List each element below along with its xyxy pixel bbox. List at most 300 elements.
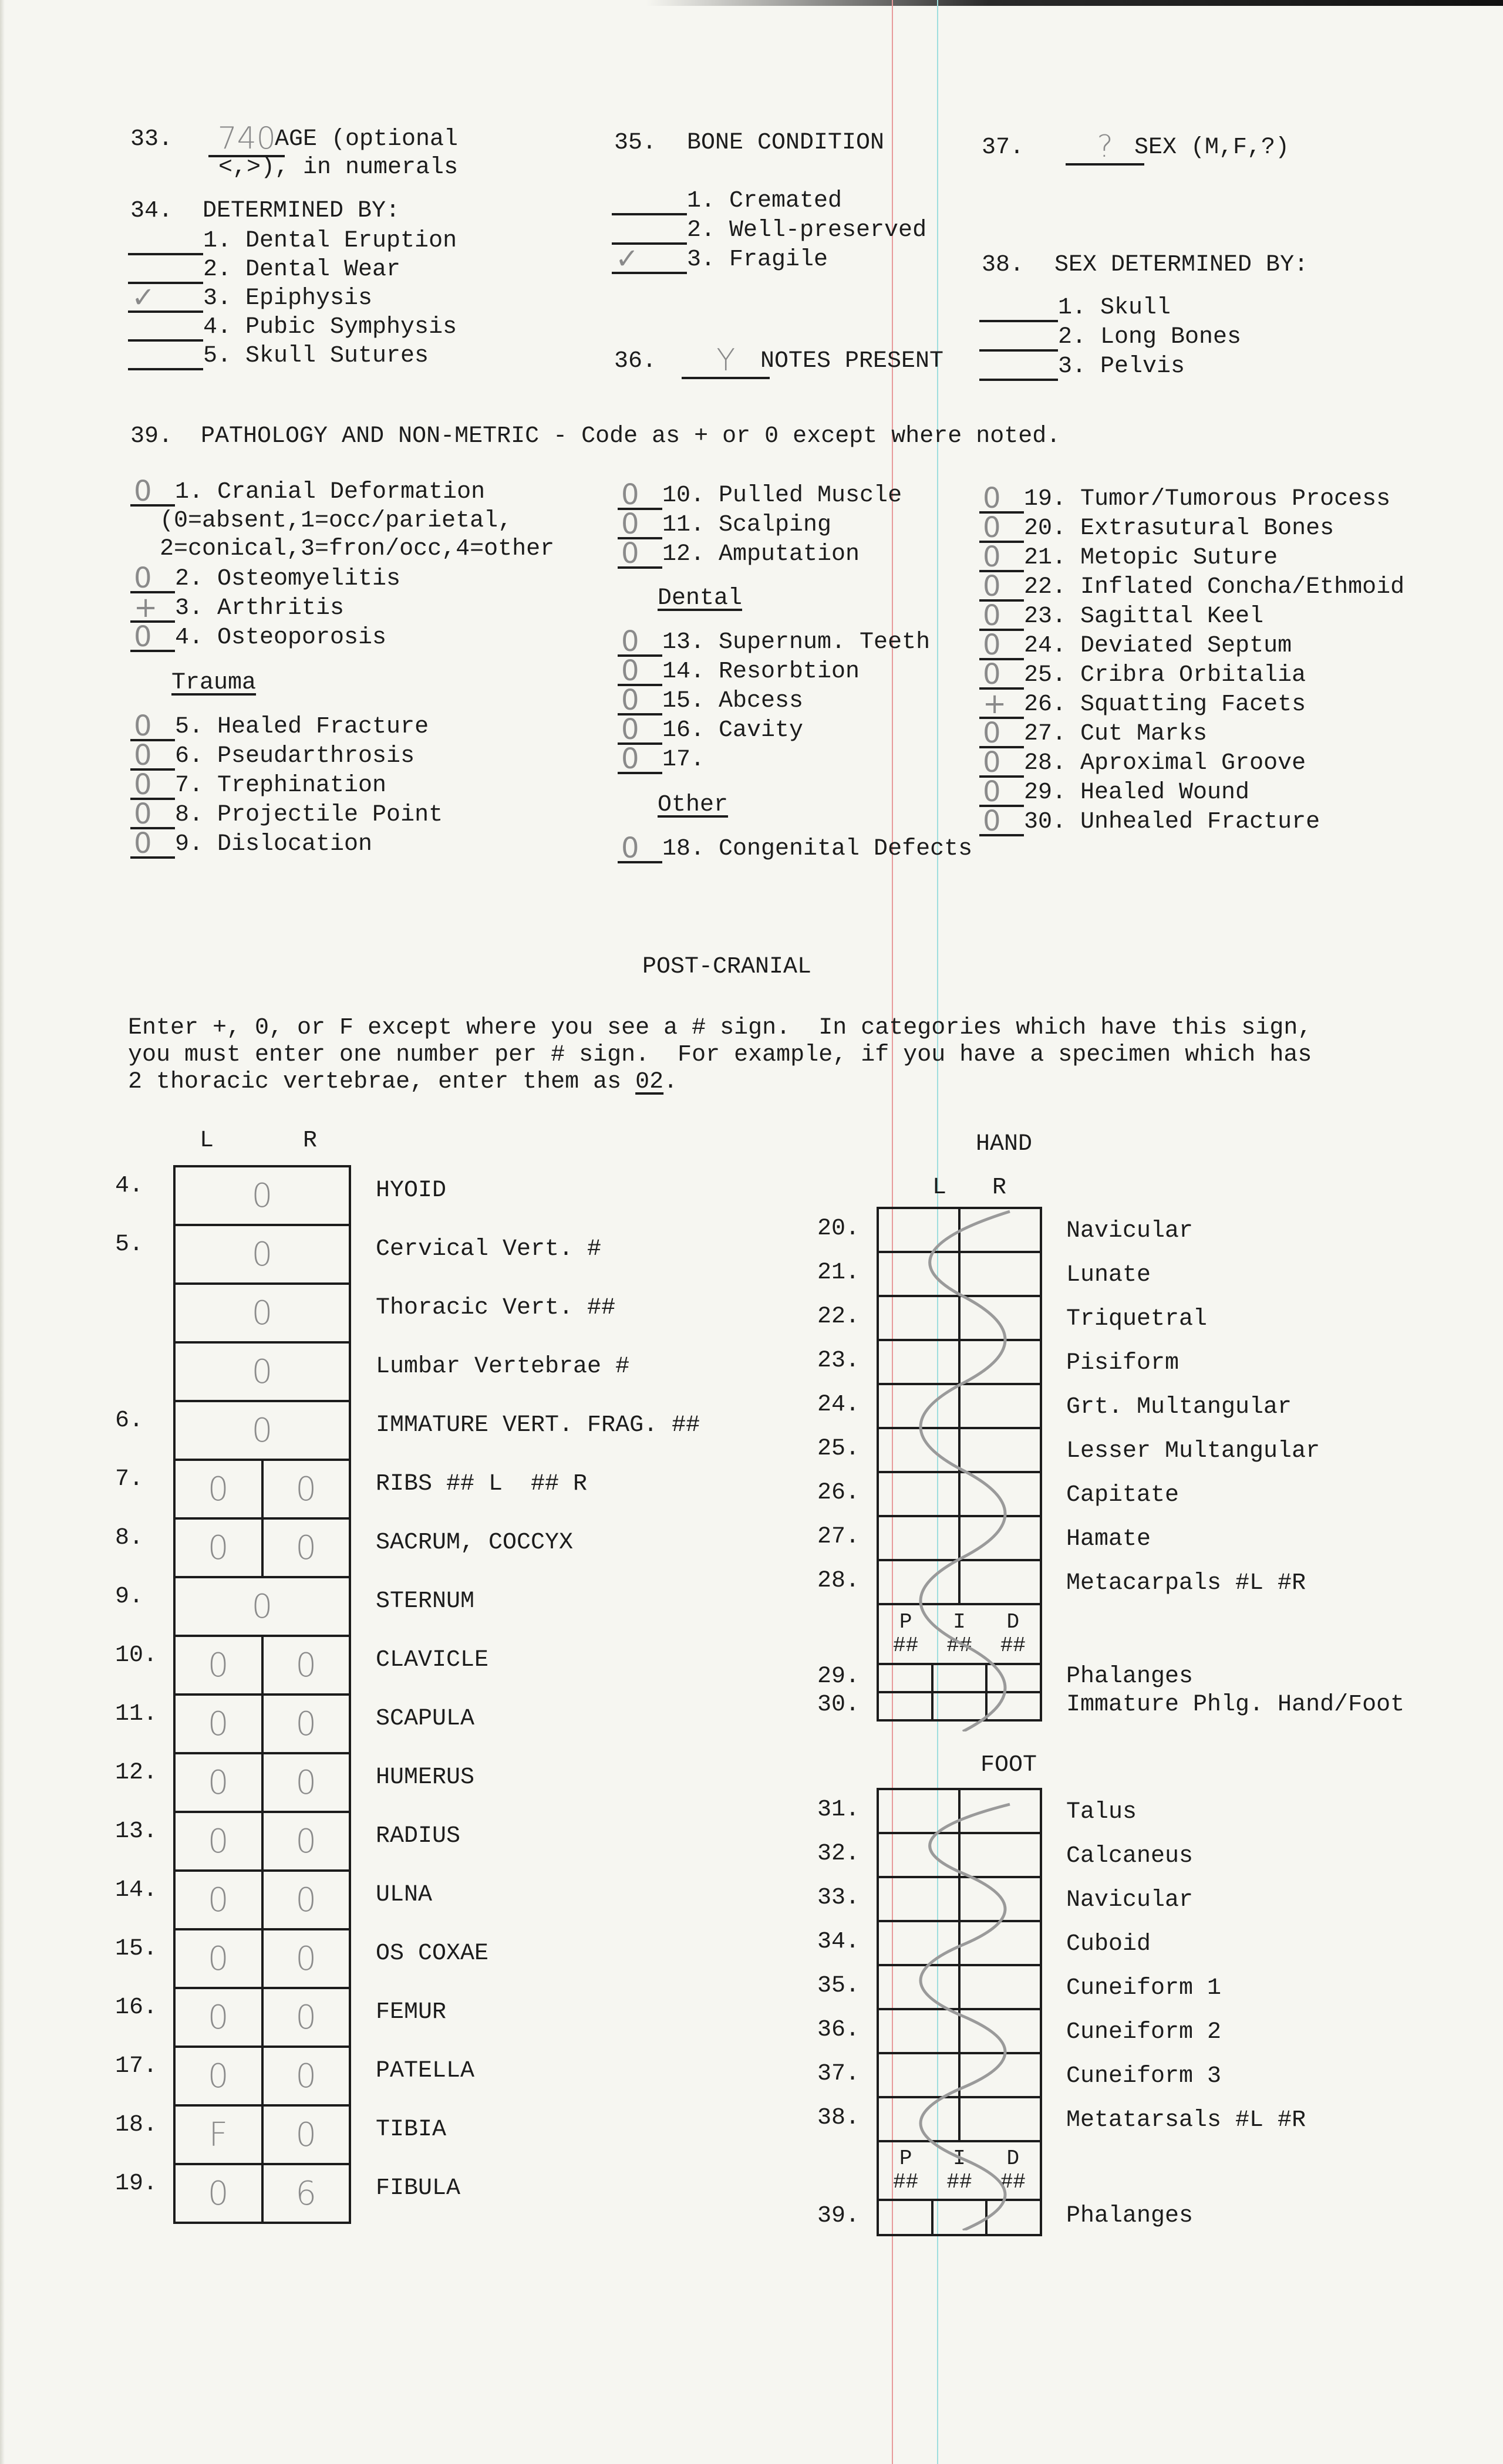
pid-header-row [878, 1604, 1041, 1664]
row-label: RIBS ## L ## R [376, 1471, 588, 1497]
value: 0 [251, 1176, 273, 1215]
q35-option-1-label: 1. Cremated [687, 188, 843, 214]
pathology-18-item [618, 832, 973, 865]
pathology-28-label: 28. Aproximal Groove [1024, 750, 1306, 777]
pathology-24-mark: 0 [983, 629, 1001, 661]
pathology-19-blank[interactable] [979, 482, 1024, 515]
cell-L[interactable] [878, 1428, 959, 1472]
value-R: 0 [295, 1646, 317, 1685]
value: 0 [251, 1294, 273, 1332]
pathology-21-blank[interactable] [979, 541, 1024, 573]
q34-title: DETERMINED BY: [203, 198, 400, 224]
pathology-8-mark: 0 [134, 798, 152, 831]
q35-option-2-item [612, 216, 926, 245]
q33-number: 33. [130, 126, 173, 153]
value-R: 0 [295, 2057, 317, 2095]
pathology-24-blank[interactable] [979, 629, 1024, 661]
cell-L[interactable] [878, 1833, 959, 1877]
row-number: 25. [817, 1436, 860, 1462]
pathology-18-label: 18. Congenital Defects [662, 836, 973, 862]
pathology-2-label: 2. Osteomyelitis [175, 566, 401, 592]
q35-option-3-mark: ✓ [615, 242, 639, 275]
pathology-13-blank[interactable] [618, 625, 662, 658]
row-label: ULNA [376, 1882, 433, 1908]
row-number: 12. [115, 1760, 158, 1786]
value-L: 0 [207, 1822, 229, 1861]
pathology-13-label: 13. Supernum. Teeth [662, 629, 931, 656]
cell-L[interactable] [174, 1929, 262, 1988]
cell-R[interactable] [959, 1296, 1041, 1340]
value-L: 0 [207, 1646, 229, 1685]
cell-R[interactable] [262, 1988, 351, 2047]
hand-col-L: L [932, 1174, 947, 1201]
q38-option-1-label: 1. Skull [1058, 295, 1171, 321]
pathology-3-label: 3. Arthritis [175, 595, 345, 622]
cell-R[interactable] [959, 1428, 1041, 1472]
q38-title: SEX DETERMINED BY: [1054, 252, 1309, 278]
pathology-9-mark: 0 [134, 827, 152, 860]
row-number: 37. [817, 2061, 860, 2087]
cell-L[interactable] [878, 1877, 959, 1921]
pathology-29-blank[interactable] [979, 775, 1024, 808]
pathology-9-blank[interactable] [130, 827, 175, 860]
cell-I[interactable] [932, 2200, 987, 2235]
cell-R[interactable] [262, 1871, 351, 1929]
pathology-7-item [130, 768, 387, 801]
pathology-18-blank[interactable] [618, 832, 662, 865]
cell-L[interactable] [878, 2053, 959, 2097]
pathology-12-blank[interactable] [618, 537, 662, 570]
q35-option-2-blank[interactable] [612, 218, 687, 245]
pid-hash: ## [946, 1633, 972, 1658]
pathology-8-label: 8. Projectile Point [175, 802, 443, 828]
q38-option-1-blank[interactable] [979, 295, 1058, 322]
cell-R[interactable] [959, 2097, 1041, 2141]
pathology-4-label: 4. Osteoporosis [175, 625, 387, 651]
cell-L[interactable] [878, 1208, 959, 1252]
pathology-5-blank[interactable] [130, 710, 175, 742]
cell-D[interactable] [986, 1664, 1041, 1692]
cell-R[interactable] [959, 1833, 1041, 1877]
row-label: Cervical Vert. # [376, 1236, 602, 1263]
pid-header [878, 2141, 1041, 2200]
cell-R[interactable] [262, 1753, 351, 1812]
cell-L[interactable] [878, 1340, 959, 1384]
dental-heading: Dental [658, 585, 743, 612]
q33-label-line1: AGE (optional [275, 126, 459, 153]
cell-L[interactable] [174, 2105, 262, 2164]
cell-R[interactable] [262, 2164, 351, 2223]
row-number: 35. [817, 1973, 860, 1999]
pid-column [1000, 1611, 1026, 1658]
cell[interactable] [174, 1166, 350, 1225]
table-row [174, 1871, 350, 1929]
cell[interactable] [174, 1284, 350, 1342]
q34-option-4-label: 4. Pubic Symphysis [203, 314, 457, 340]
pid-hash: ## [946, 2170, 972, 2194]
table-row [878, 1472, 1041, 1516]
q37-label: SEX (M,F,?) [1134, 134, 1290, 161]
value-R: 0 [295, 1763, 317, 1802]
q33-age-value: 740 [217, 121, 276, 156]
cell-R[interactable] [262, 1518, 351, 1577]
cell-L[interactable] [174, 1518, 262, 1577]
cell-L[interactable] [878, 1921, 959, 1965]
q38-option-2-item [979, 323, 1241, 352]
cell-L[interactable] [878, 1965, 959, 2009]
pathology-3-mark: + [134, 591, 158, 624]
table-row [174, 1284, 350, 1342]
pathology-4-blank[interactable] [130, 620, 175, 653]
q34-option-3-blank[interactable] [128, 281, 203, 314]
q34-option-3-label: 3. Epiphysis [203, 285, 373, 312]
table-row [878, 1789, 1041, 1833]
value-L: 0 [207, 1998, 229, 2037]
instructions-line3-end: . [663, 1069, 678, 1095]
row-label: TIBIA [376, 2117, 447, 2143]
q35-option-3-blank[interactable] [612, 242, 687, 275]
pathology-22-blank[interactable] [979, 570, 1024, 603]
cell-R[interactable] [959, 1877, 1041, 1921]
scan-edge [0, 0, 5, 2464]
pathology-26-blank[interactable] [979, 687, 1024, 720]
table-row [878, 1252, 1041, 1296]
cell[interactable] [174, 1342, 350, 1401]
pathology-26-item [979, 687, 1306, 720]
row-number: 36. [817, 2017, 860, 2043]
cell[interactable] [174, 1401, 350, 1460]
pathology-1-mark: 0 [134, 475, 152, 508]
cell-R[interactable] [959, 1340, 1041, 1384]
cell-L[interactable] [174, 1812, 262, 1871]
pathology-6-item [130, 739, 415, 772]
pathology-3-blank[interactable] [130, 591, 175, 624]
row-number: 22. [817, 1304, 860, 1330]
row-label: SCAPULA [376, 1706, 475, 1732]
pathology-16-item [618, 713, 804, 746]
cell-R[interactable] [959, 1208, 1041, 1252]
table-row [174, 2047, 350, 2105]
pathology-8-blank[interactable] [130, 798, 175, 831]
row-label: Metacarpals #L #R [1066, 1570, 1306, 1596]
pid-letter: D [1006, 2146, 1020, 2171]
hand-title: HAND [976, 1131, 1033, 1157]
pid-column [893, 2147, 918, 2194]
row-number: 24. [817, 1392, 860, 1418]
pathology-2-blank[interactable] [130, 562, 175, 595]
q35-option-2-label: 2. Well-preserved [687, 217, 927, 244]
row-label: Pisiform [1066, 1350, 1180, 1376]
pathology-27-blank[interactable] [979, 717, 1024, 750]
table-row [878, 1965, 1041, 2009]
pathology-14-item [618, 654, 860, 687]
value-R: 0 [295, 1881, 317, 1919]
row-label: Cuboid [1066, 1931, 1151, 1957]
pathology-20-blank[interactable] [979, 511, 1024, 544]
row-label: Phalanges [1066, 2203, 1194, 2229]
cell-L[interactable] [878, 1252, 959, 1296]
cell-R[interactable] [959, 1472, 1041, 1516]
cell-L[interactable] [878, 2097, 959, 2141]
row-number: 34. [817, 1929, 860, 1955]
cell-I[interactable] [932, 1692, 987, 1720]
row-label: STERNUM [376, 1588, 475, 1615]
q36-number: 36. [614, 348, 657, 374]
q34-option-3-mark: ✓ [132, 281, 156, 314]
instructions-example: 02 [635, 1069, 664, 1095]
pathology-15-blank[interactable] [618, 684, 662, 717]
pathology-14-mark: 0 [621, 654, 639, 687]
cell-R[interactable] [959, 1789, 1041, 1833]
q33-age-field[interactable] [197, 121, 285, 157]
row-label: HUMERUS [376, 1764, 475, 1791]
pathology-30-label: 30. Unhealed Fracture [1024, 809, 1320, 835]
table-row [174, 1929, 350, 1988]
cell-P[interactable] [878, 2200, 932, 2235]
pathology-6-blank[interactable] [130, 739, 175, 772]
pathology-19-item [979, 482, 1391, 515]
pathology-12-label: 12. Amputation [662, 541, 860, 568]
pathology-8-item [130, 798, 443, 831]
pathology-16-mark: 0 [621, 713, 639, 746]
pathology-28-blank[interactable] [979, 746, 1024, 779]
cell-R[interactable] [959, 1252, 1041, 1296]
pathology-17-mark: 0 [621, 742, 639, 775]
cell-R[interactable] [959, 1921, 1041, 1965]
row-label: Calcaneus [1066, 1843, 1194, 1869]
hand-table-grid [877, 1207, 1042, 1722]
row-number: 19. [115, 2171, 158, 2197]
table-row [174, 1577, 350, 1636]
value-L: 0 [207, 1528, 229, 1567]
pathology-13-item [618, 625, 931, 658]
pathology-25-item [979, 658, 1306, 691]
cell-R[interactable] [959, 1384, 1041, 1428]
cell-R[interactable] [959, 1965, 1041, 2009]
value-R: 0 [295, 1528, 317, 1567]
pathology-2-item [130, 562, 401, 595]
cell-R[interactable] [959, 1560, 1041, 1604]
pathology-1-blank[interactable] [130, 475, 175, 508]
cell-D[interactable] [986, 1692, 1041, 1720]
cell-L[interactable] [174, 1753, 262, 1812]
cell[interactable] [174, 1577, 350, 1636]
pathology-28-mark: 0 [983, 746, 1001, 779]
q34-option-5-blank[interactable] [128, 343, 203, 370]
pathology-15-item [618, 684, 804, 717]
q38-option-3-blank[interactable] [979, 354, 1058, 381]
cell-R[interactable] [262, 1695, 351, 1753]
q35-option-3-label: 3. Fragile [687, 247, 828, 273]
postcranial-title: POST-CRANIAL [642, 954, 812, 980]
value: 0 [251, 1235, 273, 1274]
pathology-10-item [618, 478, 902, 511]
q35-option-1-blank[interactable] [612, 188, 687, 215]
cell-R[interactable] [262, 1929, 351, 1988]
row-number: 8. [115, 1525, 144, 1551]
pathology-7-label: 7. Trephination [175, 772, 387, 799]
cell-L[interactable] [878, 1560, 959, 1604]
pathology-25-blank[interactable] [979, 658, 1024, 691]
cell[interactable] [174, 1225, 350, 1284]
value-R: 0 [295, 1470, 317, 1508]
pathology-4-item [130, 620, 387, 653]
pathology-11-item [618, 508, 832, 541]
cell-L[interactable] [174, 2047, 262, 2105]
pathology-14-blank[interactable] [618, 654, 662, 687]
cell-L[interactable] [878, 1384, 959, 1428]
q34-option-5-item [128, 342, 429, 370]
pathology-17-blank[interactable] [618, 742, 662, 775]
pathology-14-label: 14. Resorbtion [662, 659, 860, 685]
pathology-12-item [618, 537, 860, 570]
pathology-27-label: 27. Cut Marks [1024, 721, 1208, 747]
pathology-10-mark: 0 [621, 478, 639, 511]
cell-R[interactable] [262, 2105, 351, 2164]
row-label: Navicular [1066, 1887, 1194, 1913]
cell-L[interactable] [174, 1988, 262, 2047]
value-L: F [208, 2115, 228, 2154]
cell-L[interactable] [878, 1789, 959, 1833]
q34-option-2-blank[interactable] [128, 257, 203, 284]
q34-option-4-blank[interactable] [128, 315, 203, 342]
cell-L[interactable] [174, 1871, 262, 1929]
row-label: IMMATURE VERT. FRAG. ## [376, 1412, 700, 1439]
cell-R[interactable] [262, 2047, 351, 2105]
cell-P[interactable] [878, 1692, 932, 1720]
pathology-30-blank[interactable] [979, 805, 1024, 838]
cell-L[interactable] [174, 1695, 262, 1753]
postcranial-instructions-line1: Enter +, 0, or F except where you see a # sign. In categories which have this sign, [128, 1015, 1312, 1041]
q37-sex-field[interactable] [1054, 129, 1144, 166]
q38-option-1-item [979, 293, 1171, 322]
cell-L[interactable] [878, 2009, 959, 2053]
cell-R[interactable] [959, 2009, 1041, 2053]
cell-I[interactable] [932, 1664, 987, 1692]
pid-letter: P [899, 2146, 912, 2171]
value-L: 0 [207, 1939, 229, 1978]
pathology-21-label: 21. Metopic Suture [1024, 545, 1278, 571]
pid-column [946, 1611, 972, 1658]
left-table-col-R: R [303, 1128, 318, 1154]
cell-L[interactable] [174, 1460, 262, 1518]
pid-hash: ## [893, 2170, 919, 2194]
pathology-11-blank[interactable] [618, 508, 662, 541]
pid-letter: I [953, 1610, 966, 1634]
cell-L[interactable] [174, 1636, 262, 1695]
pathology-21-item [979, 541, 1278, 573]
pathology-5-mark: 0 [134, 710, 152, 742]
row-label: Hamate [1066, 1526, 1151, 1552]
row-number: 4. [115, 1173, 144, 1199]
row-number: 21. [817, 1260, 860, 1286]
table-row [878, 1384, 1041, 1428]
pathology-7-blank[interactable] [130, 768, 175, 801]
row-number: 31. [817, 1797, 860, 1823]
cell-D[interactable] [986, 2200, 1041, 2235]
q34-option-3-item [128, 281, 373, 314]
q37-sex-value: ? [1097, 129, 1113, 164]
value: 0 [251, 1411, 273, 1450]
table-row [174, 1753, 350, 1812]
value-R: 6 [295, 2174, 317, 2213]
cell-L[interactable] [878, 1516, 959, 1560]
value-L: 0 [207, 1881, 229, 1919]
table-row [174, 1695, 350, 1753]
q34-number: 34. [130, 198, 173, 224]
row-label: FIBULA [376, 2175, 461, 2202]
cell-R[interactable] [262, 1812, 351, 1871]
q34-option-1-blank[interactable] [128, 228, 203, 255]
row-label: Grt. Multangular [1066, 1394, 1292, 1420]
row-number: 20. [817, 1216, 860, 1242]
q34-option-4-item [128, 313, 457, 342]
row-number: 14. [115, 1877, 158, 1903]
q38-option-2-blank[interactable] [979, 325, 1058, 352]
pathology-24-item [979, 629, 1292, 661]
pathology-23-blank[interactable] [979, 599, 1024, 632]
table-row [174, 1812, 350, 1871]
table-row [878, 1833, 1041, 1877]
table-row [878, 1428, 1041, 1472]
row-label: Cuneiform 3 [1066, 2063, 1222, 2090]
q34-option-2-label: 2. Dental Wear [203, 256, 401, 283]
other-heading: Other [658, 792, 729, 818]
row-label: CLAVICLE [376, 1647, 489, 1673]
pathology-10-blank[interactable] [618, 478, 662, 511]
cell-R[interactable] [262, 1460, 351, 1518]
pathology-25-label: 25. Cribra Orbitalia [1024, 662, 1306, 688]
pathology-11-label: 11. Scalping [662, 512, 832, 538]
pathology-16-blank[interactable] [618, 713, 662, 746]
pathology-5-label: 5. Healed Fracture [175, 714, 429, 740]
pathology-29-label: 29. Healed Wound [1024, 779, 1250, 806]
row-label: RADIUS [376, 1823, 461, 1849]
table-row [174, 1166, 350, 1225]
pid-letter: P [899, 1610, 912, 1634]
pathology-1-note-line1: (0=absent,1=occ/parietal, [160, 508, 513, 534]
row-label: Cuneiform 2 [1066, 2019, 1222, 2046]
q36-notes-field[interactable] [670, 343, 770, 379]
table-row [174, 2105, 350, 2164]
q35-option-3-item [612, 242, 828, 275]
foot-title: FOOT [980, 1752, 1037, 1778]
pathology-1-label: 1. Cranial Deformation [175, 479, 486, 505]
row-label: Metatarsals #L #R [1066, 2107, 1306, 2134]
row-label: Cuneiform 1 [1066, 1975, 1222, 2001]
pathology-26-label: 26. Squatting Facets [1024, 691, 1306, 718]
row-number: 15. [115, 1936, 158, 1962]
cell-P[interactable] [878, 1664, 932, 1692]
pathology-2-mark: 0 [134, 562, 152, 595]
cell-R[interactable] [959, 1516, 1041, 1560]
postcranial-instructions-line3 [128, 1068, 678, 1096]
row-label: Immature Phlg. Hand/Foot [1066, 1692, 1405, 1718]
pathology-4-mark: 0 [134, 620, 152, 653]
left-bone-table [173, 1165, 351, 2224]
pid-column [893, 1611, 918, 1658]
q34-option-1-item [128, 227, 457, 255]
cell-L[interactable] [174, 2164, 262, 2223]
row-number: 11. [115, 1701, 158, 1727]
cell-L[interactable] [878, 1296, 959, 1340]
table-row [878, 1877, 1041, 1921]
table-row [878, 1921, 1041, 1965]
cell-L[interactable] [878, 1472, 959, 1516]
cell-R[interactable] [959, 2053, 1041, 2097]
cell-R[interactable] [262, 1636, 351, 1695]
phalanges-row [878, 2200, 1041, 2235]
